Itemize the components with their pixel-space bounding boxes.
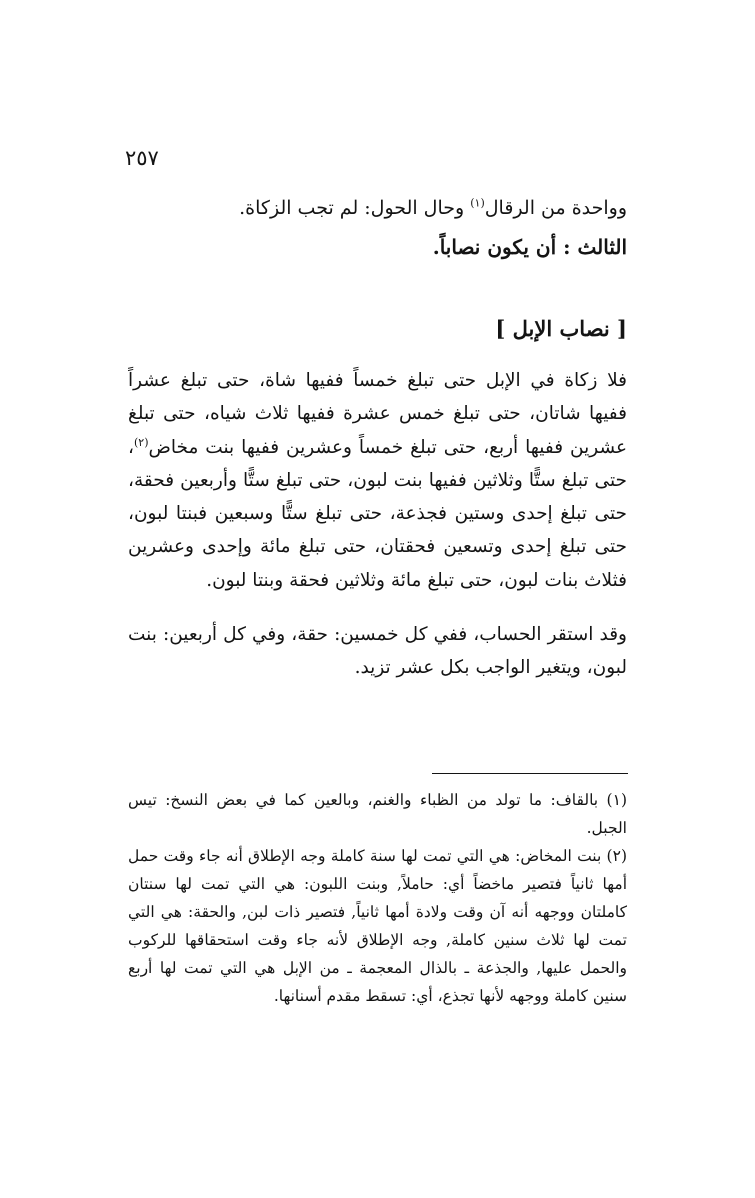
second-paragraph-text: وقد استقر الحساب، ففي كل خمسين: حقة، وفي كل أربعين: بنت لبون، ويتغير الواجب بكل عشر تزيد. [128,624,627,679]
footnote-2: (٢) بنت المخاض: هي التي تمت لها سنة كاملة وجه الإطلاق أنه جاء وقت حمل أمها ثانياً فتصير ماخضاً أي: حاملاً, وبنت اللبون: هي التي تمت لها سنتان كاملتان ووجهه أنه آن وقت ولادة أمها ثانياً, فتصير ذات لبن, والحقة: هي التي تمت لها ثلاث سنين كاملة, وجه الإطلاق لأنه جاء وقت استحقاقها للركوب والحمل عليها, والجذعة ـ بالذال المعجمة ـ من الإبل هي التي تمت لها أربع سنين كاملة ووجهه لأنها تجذع، أي: تسقط مقدم أسنانها. [128,847,627,1005]
section-heading: [ نصاب الإبل ] [495,316,627,341]
continuation-text [128,193,627,223]
footnote-1: (١) بالقاف: ما تولد من الظباء والغنم، وبالعين كما في بعض النسخ: تيس الجبل. [128,791,627,837]
continuation-text-after-ref: وحال الحول: لم تجب الزكاة. [239,197,471,219]
page-number: ٢٥٧ [125,146,159,170]
main-paragraph [128,364,627,597]
main-paragraph-part2: ، حتى تبلغ ستًّا وثلاثين ففيها بنت لبون، حتى تبلغ ستًّا وأربعين فحقة، حتى تبلغ إحدى وستين فجذعة، حتى تبلغ ستًّا وسبعين فبنتا لبون، حتى تبلغ إحدى وتسعين فحقتان، حتى تبلغ مائة وإحدى وعشرين فثلاث بنات لبون، حتى تبلغ مائة وثلاثين فحقة وبنتا لبون. [128,436,627,591]
footnote-divider [432,773,628,774]
third-condition-heading: الثالث : أن يكون نصاباً. [432,235,627,259]
footnote-ref-2: (٢) [133,435,149,449]
continuation-text-before-ref: وواحدة من الرقال [484,197,627,219]
continuation-line [128,193,627,223]
footnote-ref-1: (١) [470,196,485,210]
second-paragraph [128,618,627,685]
main-paragraph-text [128,364,627,597]
main-paragraph-part1: فلا زكاة في الإبل حتى تبلغ خمساً ففيها شاة، حتى تبلغ عشراً ففيها شاتان، حتى تبلغ خمس عشرة ففيها ثلاث شياه، حتى تبلغ عشرين ففيها أربع، حتى تبلغ خمساً وعشرين ففيها بنت مخاض [128,370,627,458]
footnotes [128,786,627,1010]
